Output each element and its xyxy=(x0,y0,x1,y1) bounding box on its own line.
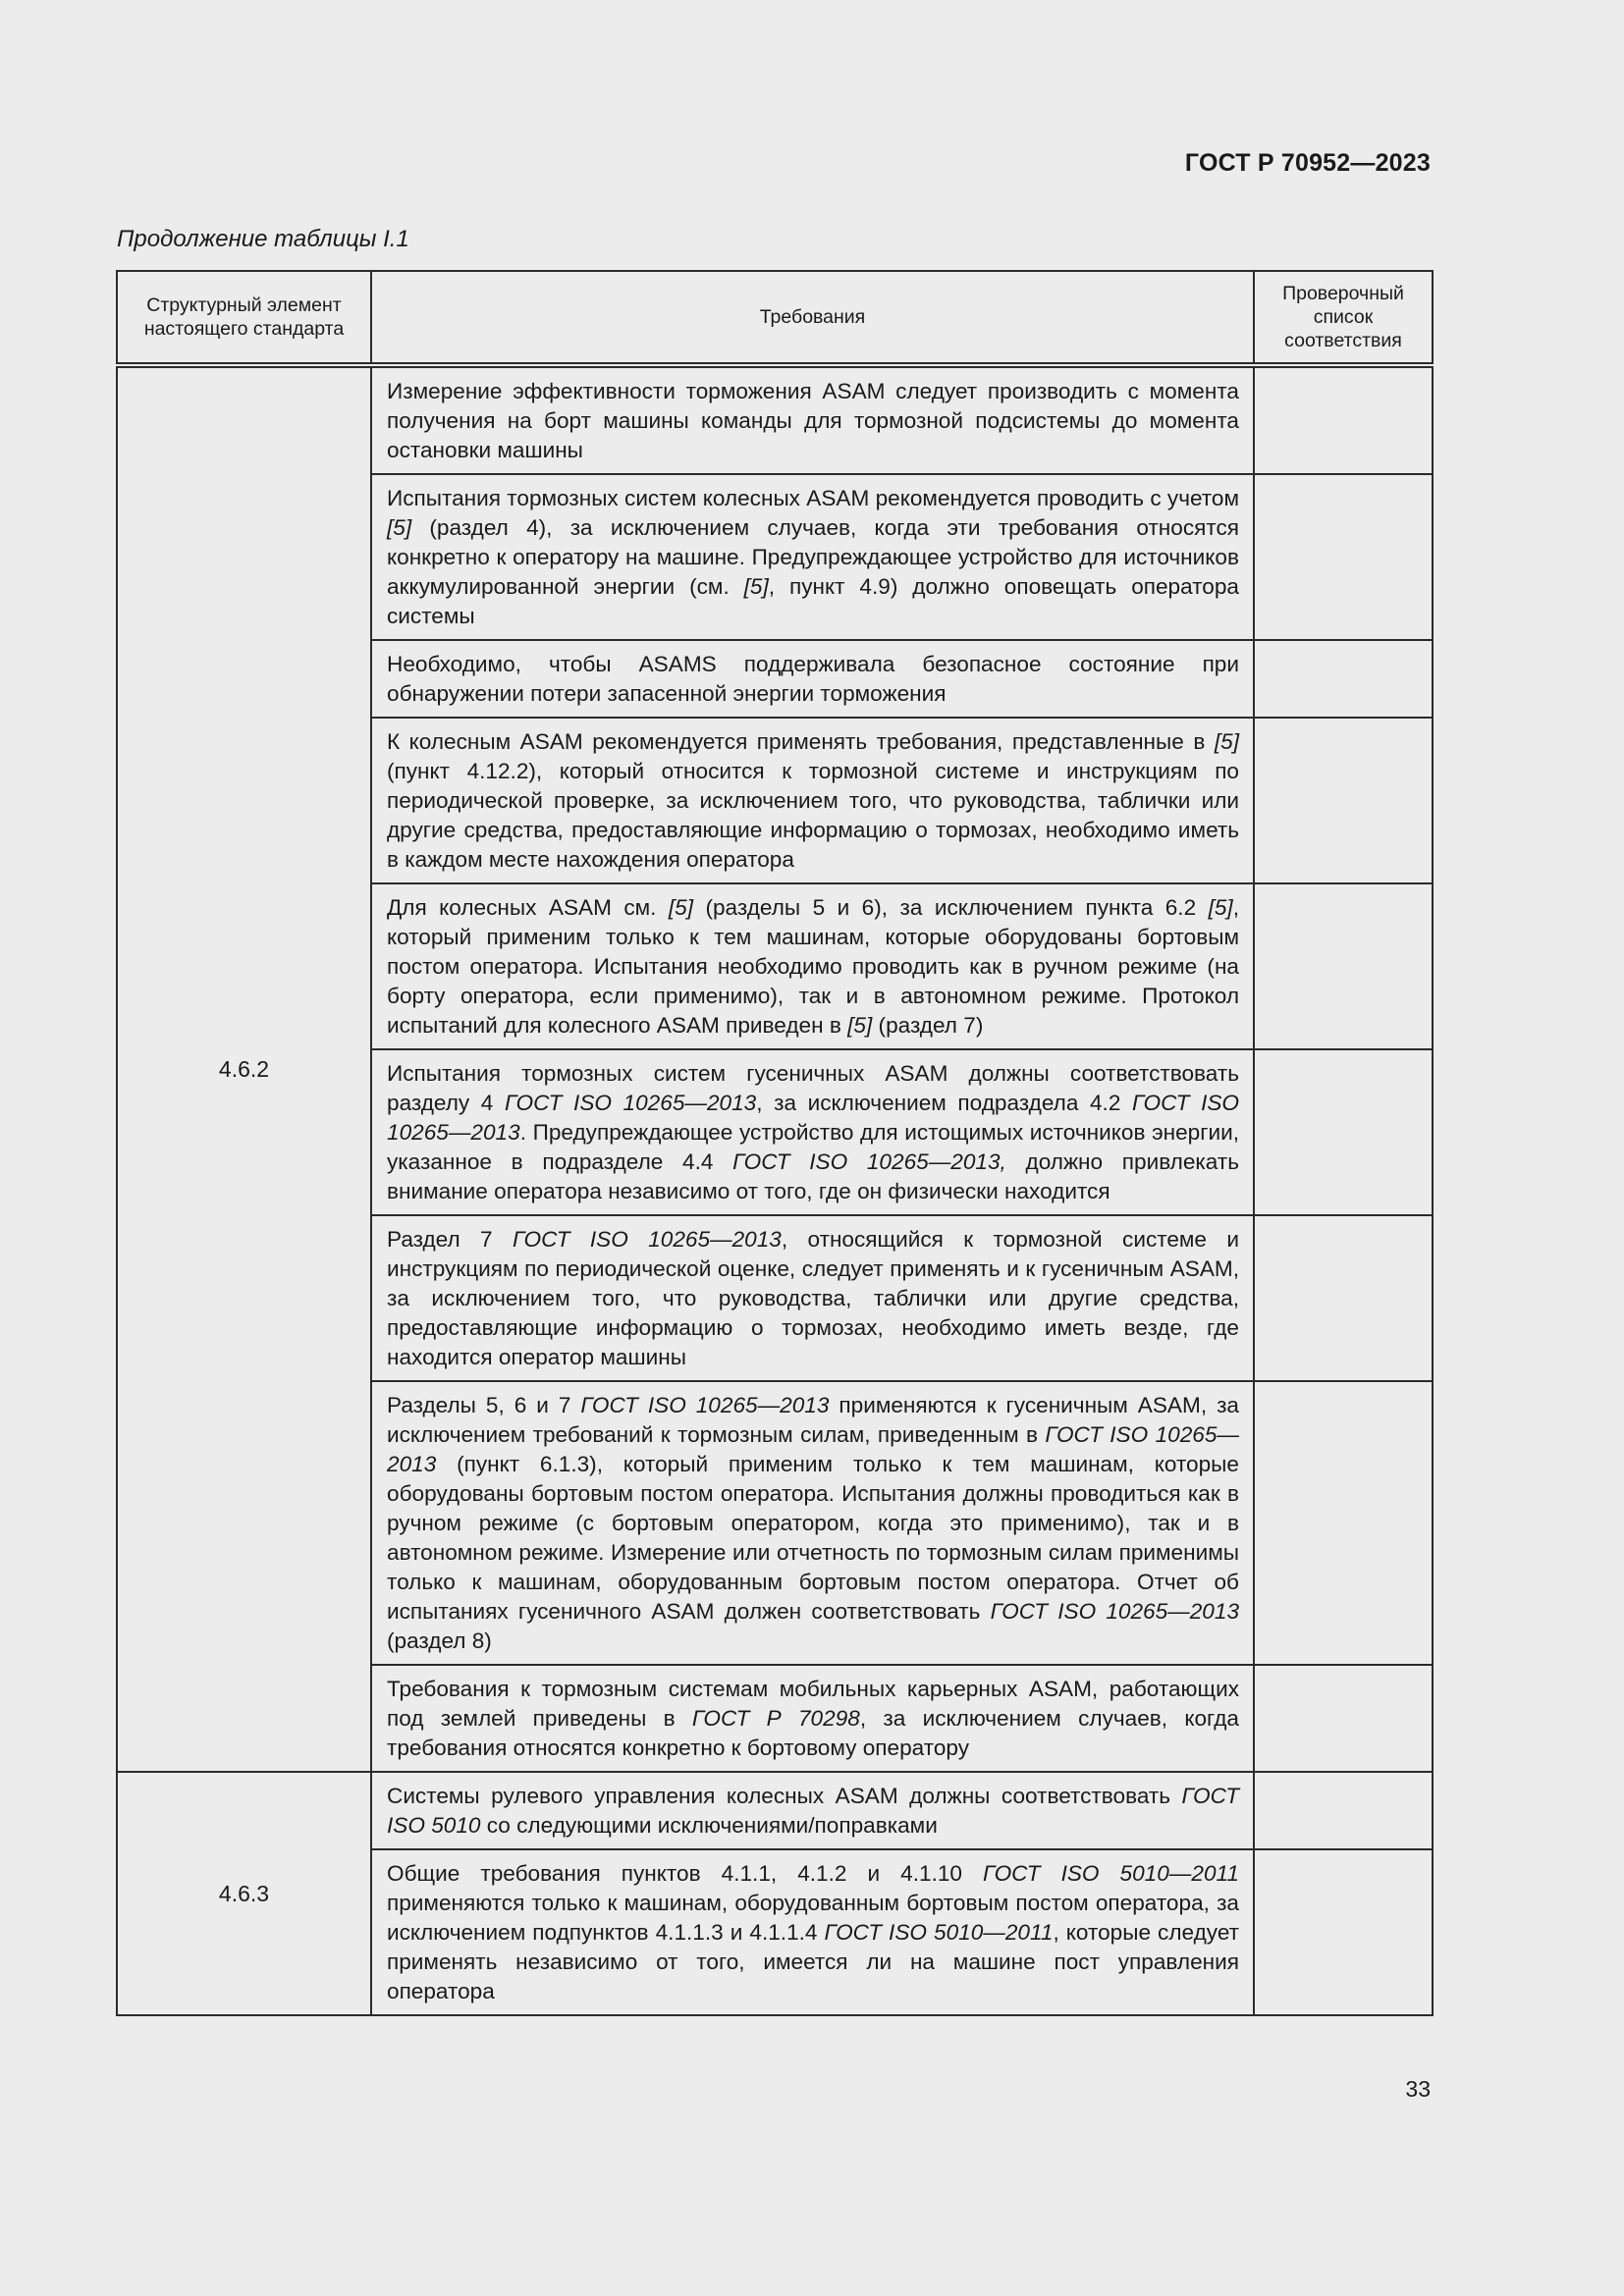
column-header-checklist: Проверочный список соответствия xyxy=(1254,271,1433,365)
reference-text: [5] xyxy=(387,515,412,540)
requirement-cell xyxy=(371,883,1254,1049)
requirement-text: применяются к гусеничным ASAM, за исключением требований к тормозным силам, приведенным в xyxy=(387,1393,1240,1447)
table-row xyxy=(117,1772,1433,1849)
requirement-text: Испытания тормозных систем колесных ASAM рекомендуется проводить с учетом xyxy=(387,486,1239,510)
requirement-text: , который применим только к тем машинам, которые оборудованы бортовым постом оператора. Испытания необходимо проводить как в ручном режиме (на борту оператора, если применимо), так и в автономном режиме. Протокол испытаний для колесного ASAM приведен в xyxy=(387,895,1239,1038)
reference-text: ГОСТ ISO 5010—2011 xyxy=(983,1861,1239,1886)
requirement-cell xyxy=(371,1049,1254,1215)
reference-text: ГОСТ ISO 10265—2013 xyxy=(387,1422,1239,1476)
requirement-text: Раздел 7 xyxy=(387,1227,514,1252)
requirement-text: Разделы 5, 6 и 7 xyxy=(387,1393,581,1417)
checklist-cell xyxy=(1254,365,1433,474)
requirements-table-container xyxy=(116,270,1432,2016)
table-header xyxy=(117,271,1433,365)
requirement-text: со следующими исключениями/поправками xyxy=(480,1813,938,1838)
checklist-cell xyxy=(1254,1381,1433,1665)
checklist-cell xyxy=(1254,640,1433,718)
reference-text: ГОСТ ISO 10265—2013 xyxy=(990,1599,1240,1624)
requirement-text: (пункт 4.12.2), который относится к тормозной системе и инструкциям по периодической проверке, за исключением того, что руководства, таблички или другие средства, предоставляющие информацию о тормозах, необходимо иметь в каждом месте нахождения оператора xyxy=(387,759,1239,872)
requirement-text: Измерение эффективности торможения ASAM следует производить с момента получения на борт машины команды для тормозной подсистемы до момента остановки машины xyxy=(387,379,1239,462)
requirement-text: (пункт 6.1.3), который применим только к тем машинам, которые оборудованы бортовым постом оператора. Испытания должны проводиться как в ручном режиме (с бортовым оператором, когда это применимо), так и в автономном режиме. Измерение или отчетность по тормозным силам применимы только к машинам, оборудованным бортовым постом оператора. Отчет об испытаниях гусеничного ASAM должен соответствовать xyxy=(387,1452,1239,1624)
requirement-text: К колесным ASAM рекомендуется применять требования, представленные в xyxy=(387,729,1215,754)
reference-text: [5] xyxy=(743,574,769,599)
reference-text: ГОСТ Р 70298 xyxy=(691,1706,860,1731)
table-row xyxy=(117,365,1433,474)
requirement-text: применяются только к машинам, оборудованным бортовым постом оператора, за исключением подпунктов 4.1.1.3 и 4.1.1.4 xyxy=(387,1891,1239,1945)
checklist-cell xyxy=(1254,1049,1433,1215)
requirement-cell xyxy=(371,1381,1254,1665)
requirement-text: Для колесных ASAM см. xyxy=(387,895,669,920)
requirement-text: Общие требования пунктов 4.1.1, 4.1.2 и 4.1.10 xyxy=(387,1861,984,1886)
structural-element-cell: 4.6.2 xyxy=(117,365,371,1772)
reference-text: ГОСТ ISO 10265—2013 xyxy=(513,1227,782,1252)
reference-text: ГОСТ ISO 5010—2011 xyxy=(824,1920,1054,1945)
requirement-cell xyxy=(371,1849,1254,2015)
requirement-text: Испытания тормозных систем гусеничных ASAM должны соответствовать разделу 4 xyxy=(387,1061,1239,1115)
requirement-text: (раздел 8) xyxy=(387,1629,492,1653)
requirement-cell xyxy=(371,718,1254,883)
requirement-text: , которые следует применять независимо от того, имеется ли на машине пост управления оператора xyxy=(387,1920,1239,2003)
requirement-text: должно привлекать внимание оператора независимо от того, где он физически находится xyxy=(387,1149,1239,1203)
requirement-cell xyxy=(371,365,1254,474)
table-body xyxy=(117,365,1433,2015)
requirement-cell xyxy=(371,640,1254,718)
requirement-text: , за исключением случаев, когда требования относятся конкретно к бортовому оператору xyxy=(387,1706,1239,1760)
requirement-cell xyxy=(371,1665,1254,1772)
checklist-cell xyxy=(1254,1849,1433,2015)
document-code: ГОСТ Р 70952—2023 xyxy=(1184,149,1431,177)
requirement-cell xyxy=(371,1772,1254,1849)
requirement-text: (разделы 5 и 6), за исключением пункта 6.2 xyxy=(693,895,1209,920)
reference-text: ГОСТ ISO 10265—2013 xyxy=(387,1091,1239,1145)
checklist-cell xyxy=(1254,883,1433,1049)
requirement-text: , пункт 4.9) должно оповещать оператора системы xyxy=(387,574,1239,628)
column-header-structural-element: Структурный элемент настоящего стандарта xyxy=(117,271,371,365)
requirement-cell xyxy=(371,1215,1254,1381)
page-number: 33 xyxy=(1405,2076,1431,2102)
checklist-cell xyxy=(1254,718,1433,883)
table-caption: Продолжение таблицы I.1 xyxy=(117,226,409,252)
requirement-text: (раздел 4), за исключением случаев, когда эти требования относятся конкретно к оператору на машине. Предупреждающее устройство для источников аккумулированной энергии (см. xyxy=(387,515,1239,599)
reference-text: [5] xyxy=(847,1013,873,1038)
reference-text: [5] xyxy=(1214,729,1239,754)
requirements-table xyxy=(116,270,1434,2016)
requirement-text: Требования к тормозным системам мобильных карьерных ASAM, работающих под землей приведены в xyxy=(387,1677,1239,1731)
reference-text: ГОСТ ISO 5010 xyxy=(387,1784,1239,1838)
reference-text: ГОСТ ISO 10265—2013 xyxy=(580,1393,830,1417)
requirement-text: , относящийся к тормозной системе и инструкциям по периодической оценке, следует применять и к гусеничным ASAM, за исключением того, что руководства, таблички или другие средства, предоставляющие информацию о тормозах, необходимо иметь везде, где находится оператор машины xyxy=(387,1227,1240,1369)
requirement-text: Системы рулевого управления колесных ASAM должны соответствовать xyxy=(387,1784,1182,1808)
checklist-cell xyxy=(1254,1215,1433,1381)
requirement-text: , за исключением подраздела 4.2 xyxy=(756,1091,1132,1115)
checklist-cell xyxy=(1254,1665,1433,1772)
checklist-cell xyxy=(1254,474,1433,640)
requirement-text: (раздел 7) xyxy=(872,1013,984,1038)
structural-element-cell: 4.6.3 xyxy=(117,1772,371,2015)
requirement-cell xyxy=(371,474,1254,640)
column-header-requirements: Требования xyxy=(371,271,1254,365)
reference-text: [5] xyxy=(668,895,694,920)
requirement-text: . Предупреждающее устройство для истощимых источников энергии, указанное в подразделе 4.4 xyxy=(387,1120,1239,1174)
reference-text: ГОСТ ISO 10265—2013 xyxy=(504,1091,757,1115)
checklist-cell xyxy=(1254,1772,1433,1849)
requirement-text: Необходимо, чтобы ASAMS поддерживала безопасное состояние при обнаружении потери запасенной энергии торможения xyxy=(387,652,1239,706)
table-header-row xyxy=(117,271,1433,365)
reference-text: ГОСТ ISO 10265—2013, xyxy=(732,1149,1006,1174)
reference-text: [5] xyxy=(1208,895,1233,920)
